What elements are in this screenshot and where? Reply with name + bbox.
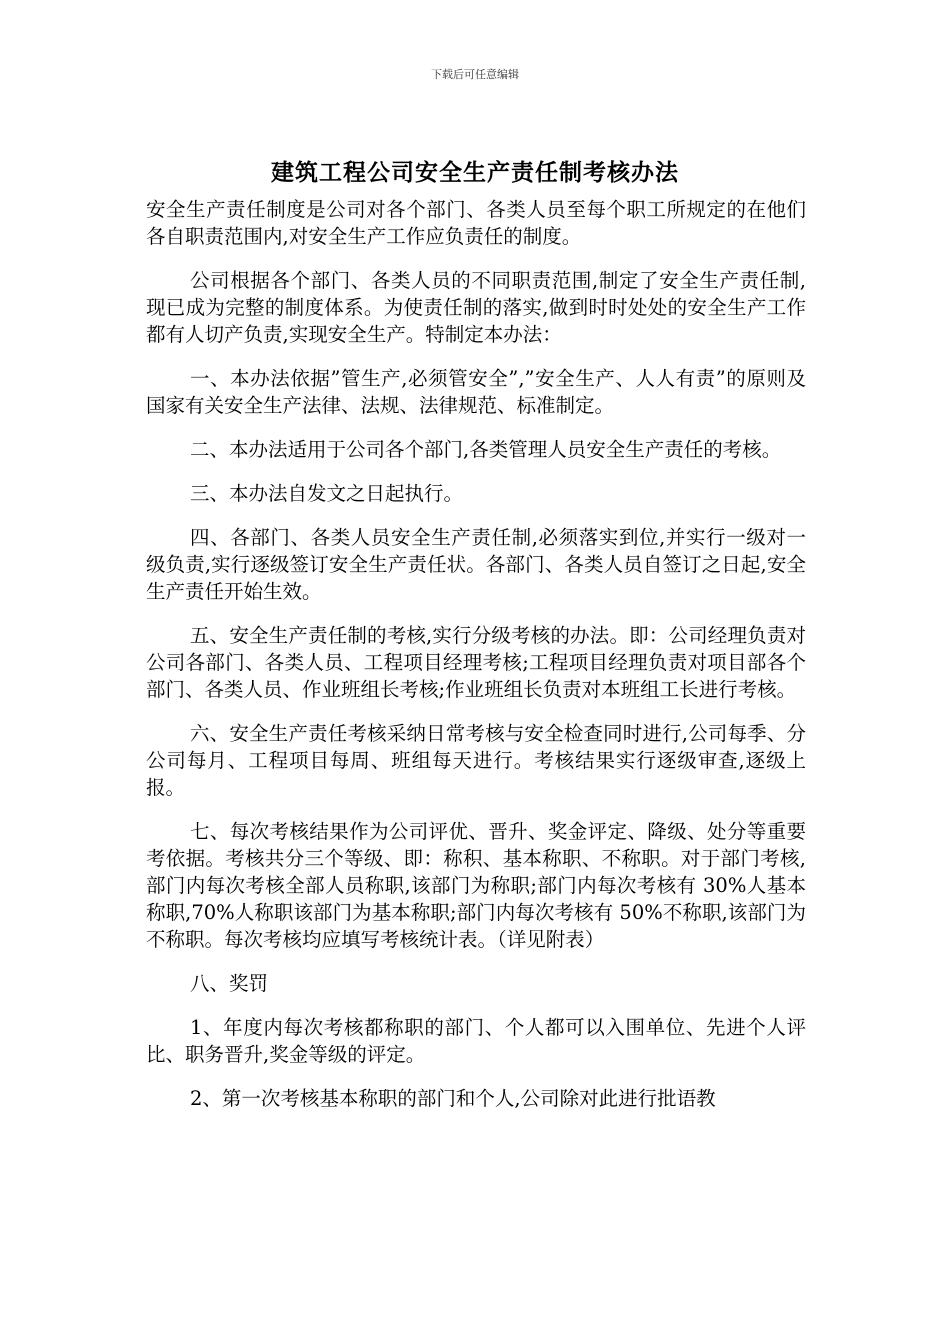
document-body — [146, 196, 806, 1129]
paragraph-article-7: 七、每次考核结果作为公司评优、晋升、奖金评定、降级、处分等重要考依据。考核共分三个等级、即：称积、基本称职、不称职。对于部门考核,部门内每次考核全部人员称职,该部门为称职;部门内每次考核有 30%人基本称职,70%人称职该部门为基本称职;部门内每次考核有 50%不称职,该部门为不称职。每次考核均应填写考核统计表。（详见附表） — [146, 820, 806, 951]
paragraph-article-3: 三、本办法自发文之日起执行。 — [190, 482, 464, 505]
document-title: 建筑工程公司安全生产责任制考核办法 — [271, 159, 679, 186]
paragraph-intro: 安全生产责任制度是公司对各个部门、各类人员至每个职工所规定的在他们各自职责范围内,对安全生产工作应负责任的制度。 — [146, 198, 806, 248]
paragraph-reward-2: 2、第一次考核基本称职的部门和个人,公司除对此进行批语教 — [190, 1087, 716, 1110]
paragraph-article-6: 六、安全生产责任考核采纳日常考核与安全检查同时进行,公司每季、分公司每月、工程项目每周、班组每天进行。考核结果实行逐级审查,逐级上报。 — [146, 722, 806, 799]
paragraph-article-5: 五、安全生产责任制的考核,实行分级考核的办法。即：公司经理负责对公司各部门、各类人员、工程项目经理考核;工程项目经理负责对项目部各个部门、各类人员、作业班组长考核;作业班组长负责对本班组工长进行考核。 — [146, 624, 806, 701]
paragraph-article-4: 四、各部门、各类人员安全生产责任制,必须落实到位,并实行一级对一级负责,实行逐级签订安全生产责任状。各部门、各类人员自签订之日起,安全生产责任开始生效。 — [146, 526, 806, 603]
paragraph-article-1: 一、本办法依据”管生产,必须管安全”,”安全生产、人人有责”的原则及国家有关安全生产法律、法规、法律规范、标准制定。 — [146, 367, 806, 417]
paragraph-article-8-heading: 八、奖罚 — [190, 972, 269, 995]
paragraph-article-2: 二、本办法适用于公司各个部门,各类管理人员安全生产责任的考核。 — [190, 438, 782, 461]
paragraph-reward-1: 1、年度内每次考核都称职的部门、个人都可以入围单位、先进个人评比、职务晋升,奖金等级的评定。 — [146, 1016, 806, 1066]
header-note: 下载后可任意编辑 — [431, 68, 519, 81]
paragraph-purpose: 公司根据各个部门、各类人员的不同职责范围,制定了安全生产责任制,现已成为完整的制度体系。为使责任制的落实,做到时时处处的安全生产工作都有人切产负责,实现安全生产。特制定本办法： — [146, 269, 806, 346]
